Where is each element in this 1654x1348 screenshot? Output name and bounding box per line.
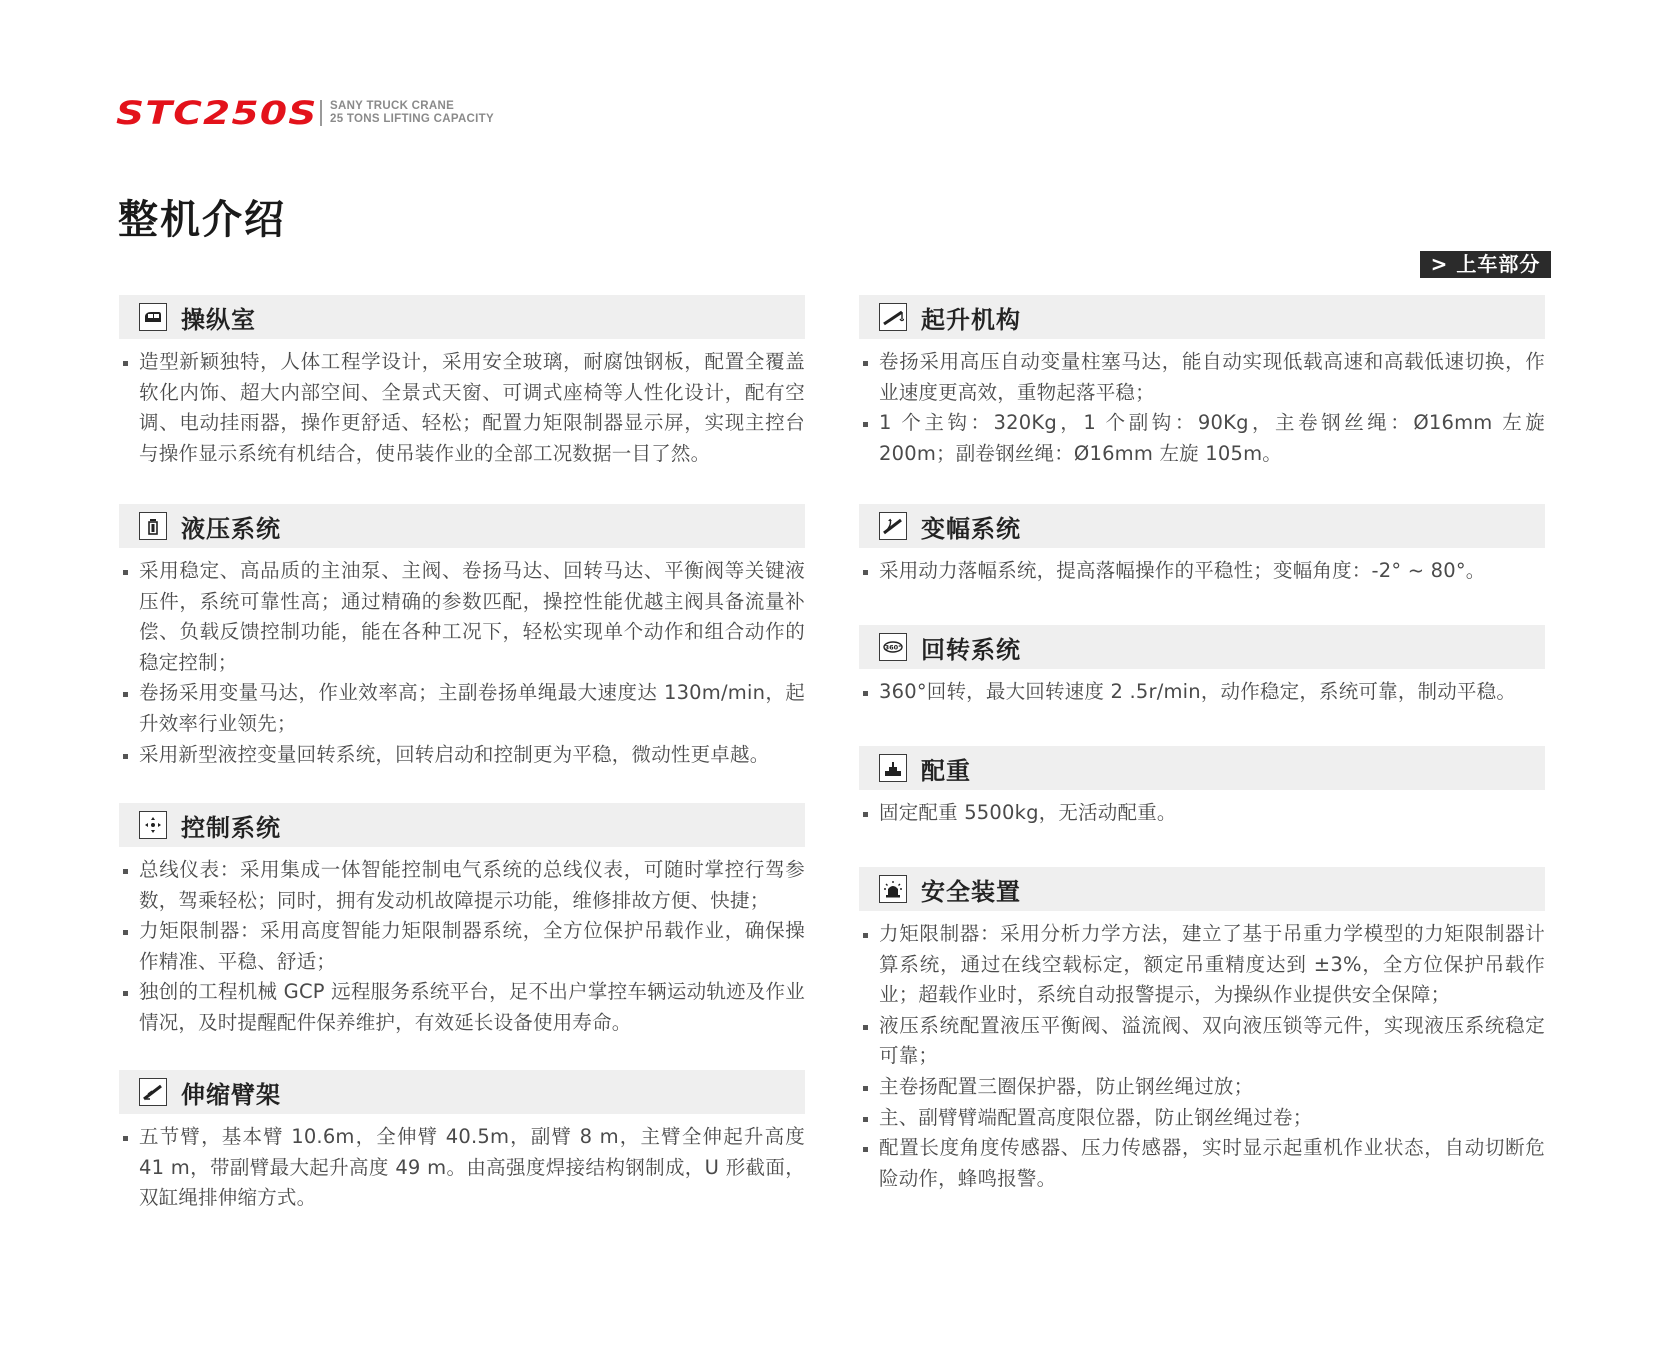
cab-icon [139,303,167,331]
section-header [859,746,1545,790]
bullet-item: 固定配重 5500kg，无活动配重。 [859,798,1545,829]
boom-icon [139,1078,167,1106]
section-header [119,1070,805,1114]
hoist-icon [879,303,907,331]
section-title: 液压系统 [181,514,281,543]
section-title: 操纵室 [181,305,256,334]
bullet-list [859,548,1545,587]
rotation-360-icon [879,633,907,661]
bullet-item: 1 个主钩：320Kg，1 个副钩：90Kg，主卷钢丝绳：Ø16mm 左旋 200m；副卷钢丝绳：Ø16mm 左旋 105m。 [859,408,1545,469]
bullet-list [859,911,1545,1194]
brand-subtitle-line1: SANY TRUCK CRANE [330,100,455,112]
svg-text:360°: 360° [884,643,902,652]
counterweight-icon [879,754,907,782]
bullet-list [119,1114,805,1214]
section-header [859,504,1545,548]
bullet-item: 卷扬采用高压自动变量柱塞马达，能自动实现低载高速和高载低速切换，作业速度更高效，重物起落平稳； [859,347,1545,408]
bullet-item: 五节臂，基本臂 10.6m，全伸臂 40.5m，副臂 8 m，主臂全伸起升高度 41 m，带副臂最大起升高度 49 m。由高强度焊接结构钢制成，U 形截面，双缸绳排伸缩方式。 [119,1122,805,1214]
bullet-item: 造型新颖独特，人体工程学设计，采用安全玻璃，耐腐蚀钢板，配置全覆盖软化内饰、超大内部空间、全景式天窗、可调式座椅等人性化设计，配有空调、电动挂雨器，操作更舒适、轻松；配置力矩限制器显示屏，实现主控台与操作显示系统有机结合，使吊装作业的全部工况数据一目了然。 [119,347,805,469]
section-luffing [859,504,1545,587]
bullet-item: 主、副臂臂端配置高度限位器，防止钢丝绳过卷； [859,1103,1545,1134]
bullet-item: 采用动力落幅系统，提高落幅操作的平稳性；变幅角度：-2° ~ 80°。 [859,556,1545,587]
section-title: 控制系统 [181,813,281,842]
section-title: 起升机构 [921,305,1021,334]
section-safety-alarm [859,867,1545,1194]
section-title: 伸缩臂架 [181,1080,281,1109]
bullet-item: 卷扬采用变量马达，作业效率高；主副卷扬单绳最大速度达 130m/min，起升效率行业领先； [119,678,805,739]
bullet-list [859,790,1545,829]
section-boom [119,1070,805,1214]
luffing-icon [879,512,907,540]
brand-header [116,96,494,130]
section-header [119,803,805,847]
bullet-item: 力矩限制器：采用高度智能力矩限制器系统，全方位保护吊载作业，确保操作精准、平稳、舒适； [119,916,805,977]
section-rotation-360 [859,625,1545,708]
bullet-item: 采用新型液控变量回转系统，回转启动和控制更为平稳，微动性更卓越。 [119,740,805,771]
bullet-list [859,669,1545,708]
model-logo: STC250S [116,94,318,132]
section-title: 回转系统 [921,635,1021,664]
section-title: 变幅系统 [921,514,1021,543]
bullet-item: 采用稳定、高品质的主油泵、主阀、卷扬马达、回转马达、平衡阀等关键液压件，系统可靠性高；通过精确的参数匹配，操控性能优越主阀具备流量补偿、负载反馈控制功能，能在各种工况下，轻松实现单个动作和组合动作的稳定控制； [119,556,805,678]
bullet-item: 主卷扬配置三圈保护器，防止钢丝绳过放； [859,1072,1545,1103]
section-header [859,625,1545,669]
bullet-item: 总线仪表：采用集成一体智能控制电气系统的总线仪表，可随时掌控行驾参数，驾乘轻松；同时，拥有发动机故障提示功能，维修排故方便、快捷； [119,855,805,916]
section-cab [119,295,805,469]
bullet-item: 360°回转，最大回转速度 2 .5r/min，动作稳定，系统可靠，制动平稳。 [859,677,1545,708]
section-control [119,803,805,1039]
section-header [119,504,805,548]
section-header [859,867,1545,911]
section-hydraulic [119,504,805,770]
bullet-item: 配置长度角度传感器、压力传感器，实时显示起重机作业状态，自动切断危险动作，蜂鸣报警。 [859,1133,1545,1194]
bullet-list [859,339,1545,469]
bullet-list [119,847,805,1039]
safety-alarm-icon [879,875,907,903]
section-title: 配重 [921,756,971,785]
hydraulic-icon [139,512,167,540]
bullet-list [119,548,805,770]
section-counterweight [859,746,1545,829]
part-badge: > 上车部分 [1420,251,1551,278]
section-header [119,295,805,339]
bullet-item: 力矩限制器：采用分析力学方法，建立了基于吊重力学模型的力矩限制器计算系统，通过在线空载标定，额定吊重精度达到 ±3%，全方位保护吊载作业；超载作业时，系统自动报警提示，为操纵作业提供安全保障； [859,919,1545,1011]
section-title: 安全装置 [921,877,1021,906]
brand-subtitle-line2: 25 TONS LIFTING CAPACITY [330,113,494,125]
bullet-item: 液压系统配置液压平衡阀、溢流阀、双向液压锁等元件，实现液压系统稳定可靠； [859,1011,1545,1072]
section-header [859,295,1545,339]
bullet-list [119,339,805,469]
bullet-item: 独创的工程机械 GCP 远程服务系统平台，足不出户掌控车辆运动轨迹及作业情况，及时提醒配件保养维护，有效延长设备使用寿命。 [119,977,805,1038]
control-icon [139,811,167,839]
section-hoist [859,295,1545,469]
page-title: 整机介绍 [118,197,286,243]
